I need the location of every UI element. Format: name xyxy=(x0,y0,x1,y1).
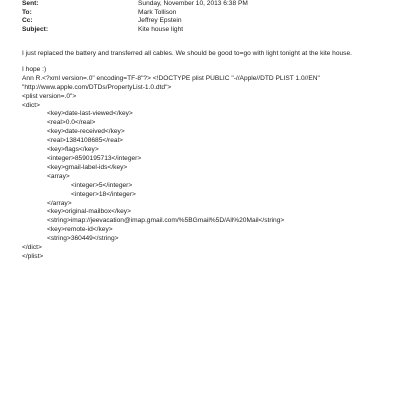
sent-label: Sent: xyxy=(22,0,39,7)
plist-line: <string>360449</string> xyxy=(47,235,119,243)
to-value: Mark Tollison xyxy=(138,8,177,16)
plist-line: </plist> xyxy=(22,252,44,260)
sent-value: Sunday, November 10, 2013 6:38 PM xyxy=(138,0,248,7)
plist-line: <key>gmail-label-ids</key> xyxy=(47,163,128,171)
to-label: To: xyxy=(22,8,32,16)
plist-line: <key>flags</key> xyxy=(47,146,99,154)
email-header xyxy=(22,0,382,34)
plist-line: <string>imap://jeevacation@imap.gmail.com/%5BGmail%5D/All%20Mail</string> xyxy=(47,217,285,225)
plist-line: <key>date-received</key> xyxy=(47,128,125,136)
cc-label: Cc: xyxy=(22,17,33,25)
plist-line: <array> xyxy=(47,172,70,180)
to-row xyxy=(22,9,382,18)
subject-label: Subject: xyxy=(22,25,49,33)
plist-line: <key>remote-id</key> xyxy=(47,226,113,234)
plist-line: <integer>5</integer> xyxy=(71,181,133,189)
plist-line: </dict> xyxy=(22,244,42,252)
subject-value: Kite house light xyxy=(138,25,184,33)
cc-row xyxy=(22,17,382,26)
hope-line: I hope :) xyxy=(22,65,47,73)
plist-line: <integer>18</integer> xyxy=(71,190,136,198)
paragraph-gap xyxy=(22,59,392,66)
sent-row xyxy=(22,0,382,9)
plist-line: <integer>8590195713</integer> xyxy=(47,154,142,162)
plist-line: </array> xyxy=(47,199,72,207)
dtd-url-line: "http://www.apple.com/DTDs/PropertyList-1.0.dtd"> xyxy=(22,83,172,91)
ann-xml-line: Ann R.<?xml version=.0" encoding=TF-8"?> <!DOCTYPE plist PUBLIC "-//Apple//DTD PLIST 1.0//EN" xyxy=(22,74,320,82)
plist-line: <plist version=.0"> xyxy=(22,92,77,100)
plist-block xyxy=(22,93,392,262)
plist-line: <key>original-mailbox</key> xyxy=(47,208,131,216)
body-paragraph: I just replaced the battery and transferred all cables. We should be good to=go with light tonight at the kite house. xyxy=(22,50,352,57)
plist-line: <real>0.0</real> xyxy=(47,119,96,127)
plist-line: <real>1384108685</real> xyxy=(47,137,123,145)
email-body xyxy=(22,50,392,262)
cc-value: Jeffrey Epstein xyxy=(138,17,182,25)
subject-row xyxy=(22,26,382,35)
plist-line: <dict> xyxy=(22,101,40,109)
plist-line: <key>date-last-viewed</key> xyxy=(47,110,133,118)
